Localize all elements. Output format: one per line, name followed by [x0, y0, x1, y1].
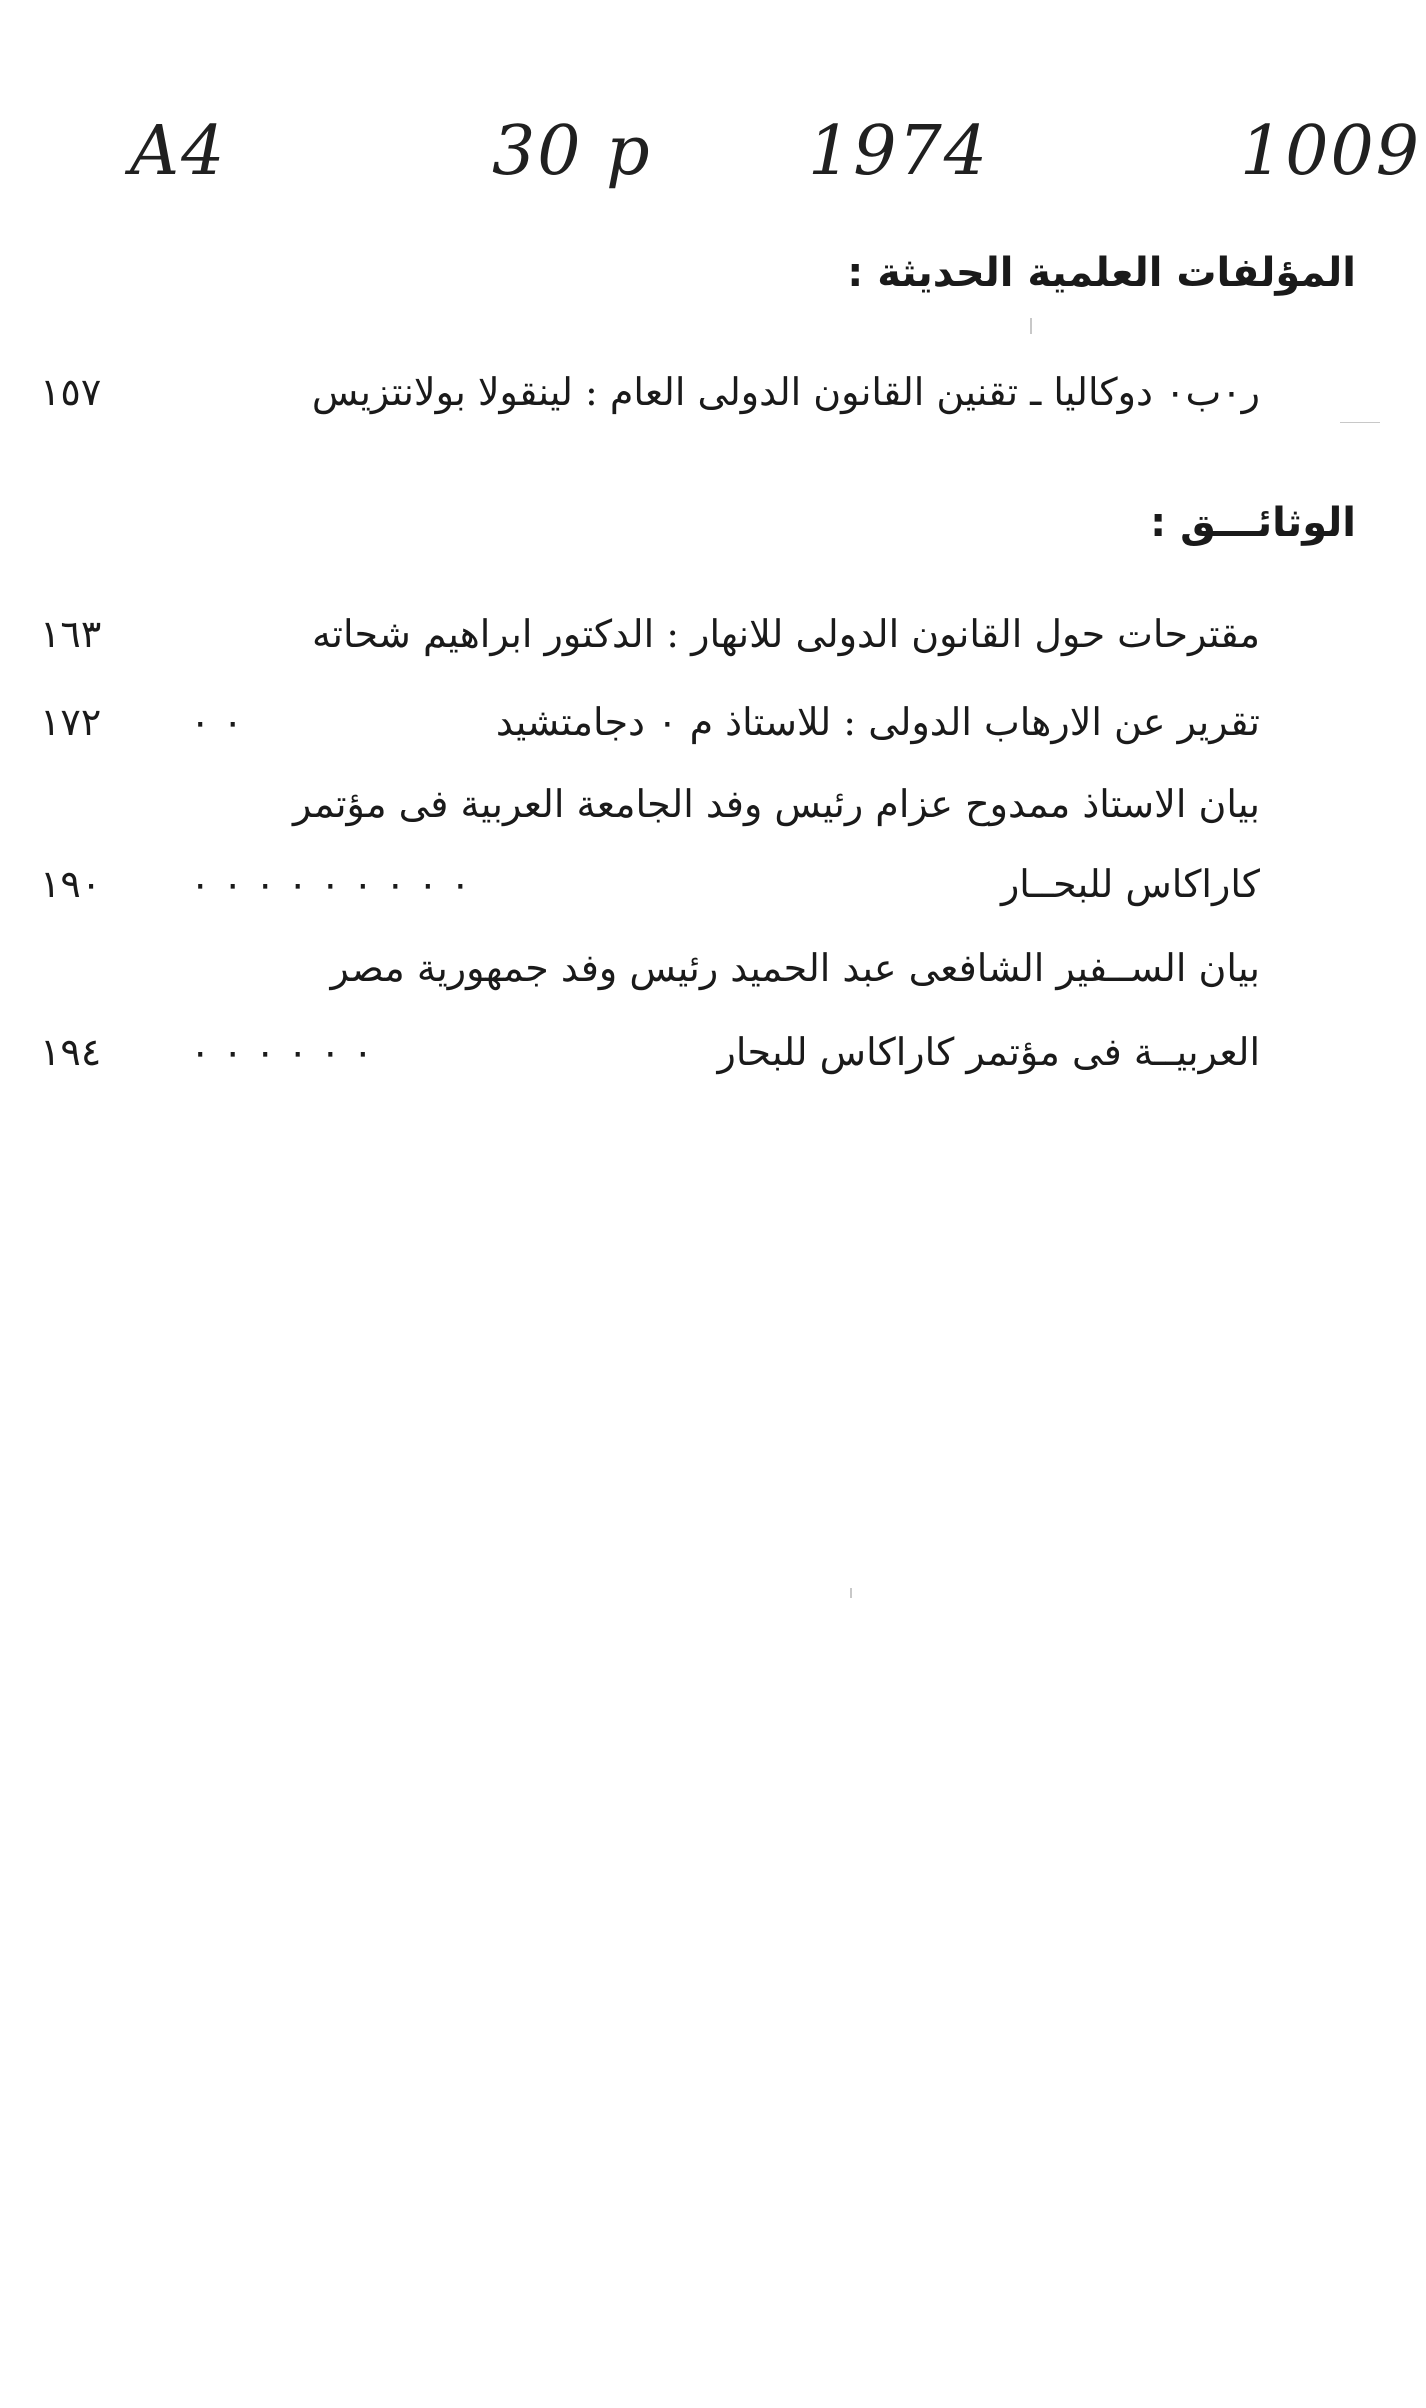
- list-item: [40, 782, 1260, 852]
- entry-title: كاراكاس للبحــار: [1000, 862, 1260, 906]
- section-heading-documents: الوثائـــق :: [1150, 500, 1356, 546]
- dot-leaders: ٠ ٠ ٠ ٠ ٠ ٠ ٠ ٠ ٠: [190, 862, 471, 906]
- list-item: [40, 370, 1260, 440]
- list-item: [40, 1030, 1260, 1100]
- entry-page-number: ١٩٠: [40, 862, 102, 906]
- scan-speck: [1340, 422, 1380, 423]
- entry-page-number: ١٥٧: [40, 370, 102, 414]
- handwritten-pages: 30 p: [492, 112, 652, 191]
- scan-speck: [1030, 318, 1032, 334]
- handwritten-year: 1974: [808, 112, 990, 191]
- entry-title: ر٠ب٠ دوكاليا ـ تقنين القانون الدولى العام : لينقولا بولانتزيس: [311, 370, 1260, 414]
- handwritten-size: A4: [130, 112, 227, 191]
- entry-page-number: ١٩٤: [40, 1030, 102, 1074]
- list-item: [40, 612, 1260, 682]
- list-item: [40, 700, 1260, 770]
- list-item: [40, 946, 1260, 1016]
- scan-speck: [850, 1588, 852, 1598]
- entry-title: بيان الســفير الشافعى عبد الحميد رئيس وفد جمهورية مصر: [330, 946, 1260, 990]
- list-item: [40, 862, 1260, 932]
- entry-title: مقترحات حول القانون الدولى للانهار : الدكتور ابراهيم شحاته: [312, 612, 1260, 656]
- section-heading-modern-works: المؤلفات العلمية الحديثة :: [847, 250, 1356, 296]
- entry-title: العربيــة فى مؤتمر كاراكاس للبحار: [717, 1030, 1260, 1074]
- entry-page-number: ١٧٢: [40, 700, 102, 744]
- dot-leaders: ٠ ٠ ٠ ٠ ٠ ٠: [190, 1030, 373, 1074]
- entry-title: بيان الاستاذ ممدوح عزام رئيس وفد الجامعة العربية فى مؤتمر: [293, 782, 1260, 826]
- entry-page-number: ١٦٣: [40, 612, 102, 656]
- dot-leaders: ٠ ٠: [190, 700, 243, 744]
- handwritten-number: 1009: [1240, 112, 1422, 191]
- entry-title: تقرير عن الارهاب الدولى : للاستاذ م ٠ دجامتشيد: [495, 700, 1260, 744]
